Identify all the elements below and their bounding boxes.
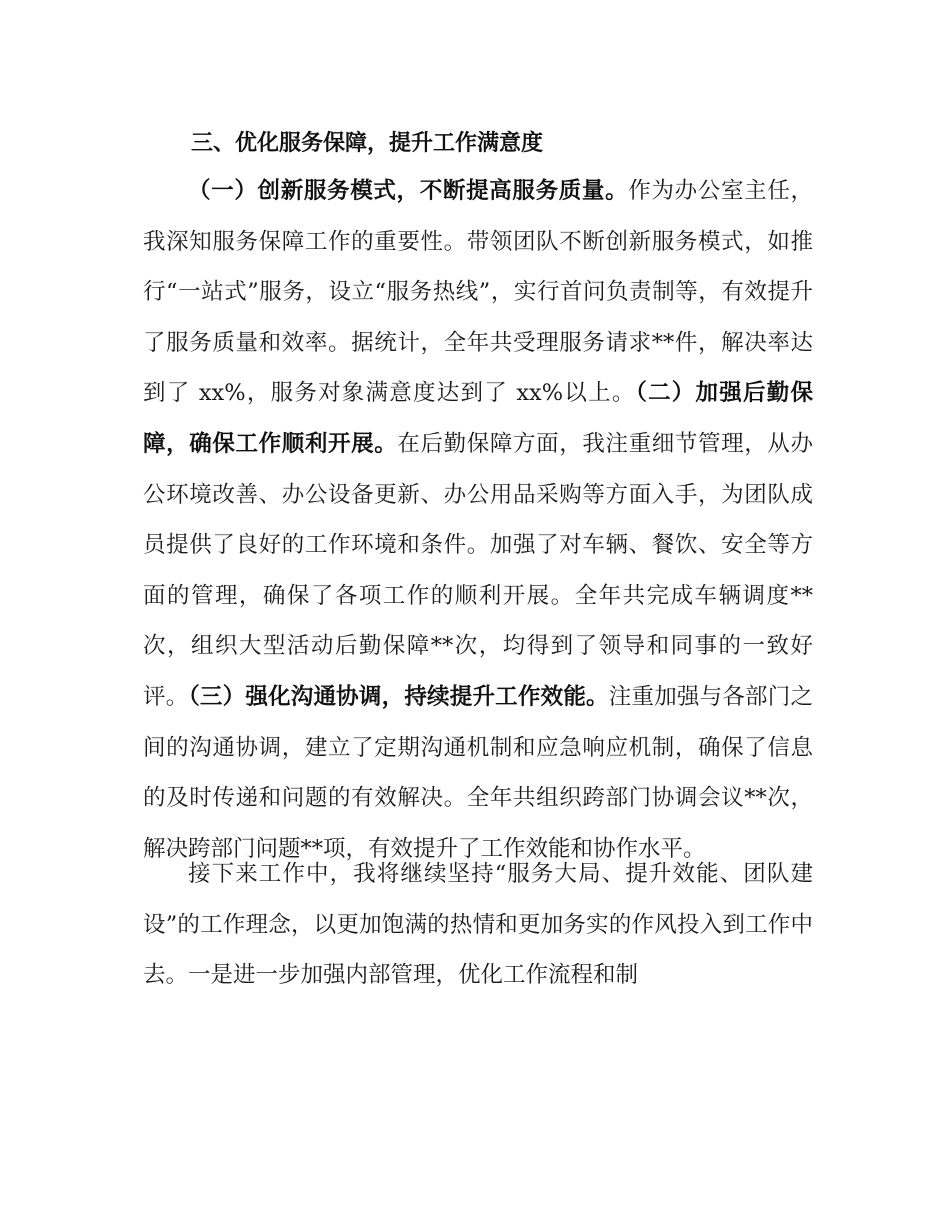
paragraph-service-guarantee	[143, 166, 813, 874]
paragraph-next-steps: 接下来工作中，我将继续坚持“服务大局、提升效能、团队建设”的工作理念，以更加饱满的热情和更加务实的作风投入到工作中去。一是进一步加强内部管理，优化工作流程和制	[143, 861, 813, 989]
subsection-title-2: （二）加强后勤保障，确保工作顺利开展。	[143, 380, 813, 457]
subsection-title-1: （一）创新服务模式，不断提高服务质量。	[188, 178, 629, 204]
section-heading: 三、优化服务保障，提升工作满意度	[191, 131, 544, 156]
subsection-title-3: （三）强化沟通协调，持续提升工作效能。	[188, 683, 609, 710]
subsection-text-2: 在后勤保障方面，我注重细节管理，从办公环境改善、办公设备更新、办公用品采购等方面入手，为团队成员提供了良好的工作环境和条件。加强了对车辆、餐饮、安全等方面的管理，确保了各项工作的顺利开展。全年共完成车辆调度**次，组织大型活动后勤保障**次，均得到了领导和同事的一致好评。	[143, 430, 813, 710]
subsection-text-1: 作为办公室主任，我深知服务保障工作的重要性。带领团队不断创新服务模式，如推行“一站式”服务，设立“服务热线”，实行首问负责制等，有效提升了服务质量和效率。据统计，全年共受理服务请求**件，解决率达到了 xx%，服务对象满意度达到了 xx%以上。	[143, 178, 813, 407]
subsection-text-3: 注重加强与各部门之间的沟通协调，建立了定期沟通机制和应急响应机制，确保了信息的及时传递和问题的有效解决。全年共组织跨部门协调会议**次，解决跨部门问题**项，有效提升了工作效能和协作水平。	[143, 683, 813, 862]
